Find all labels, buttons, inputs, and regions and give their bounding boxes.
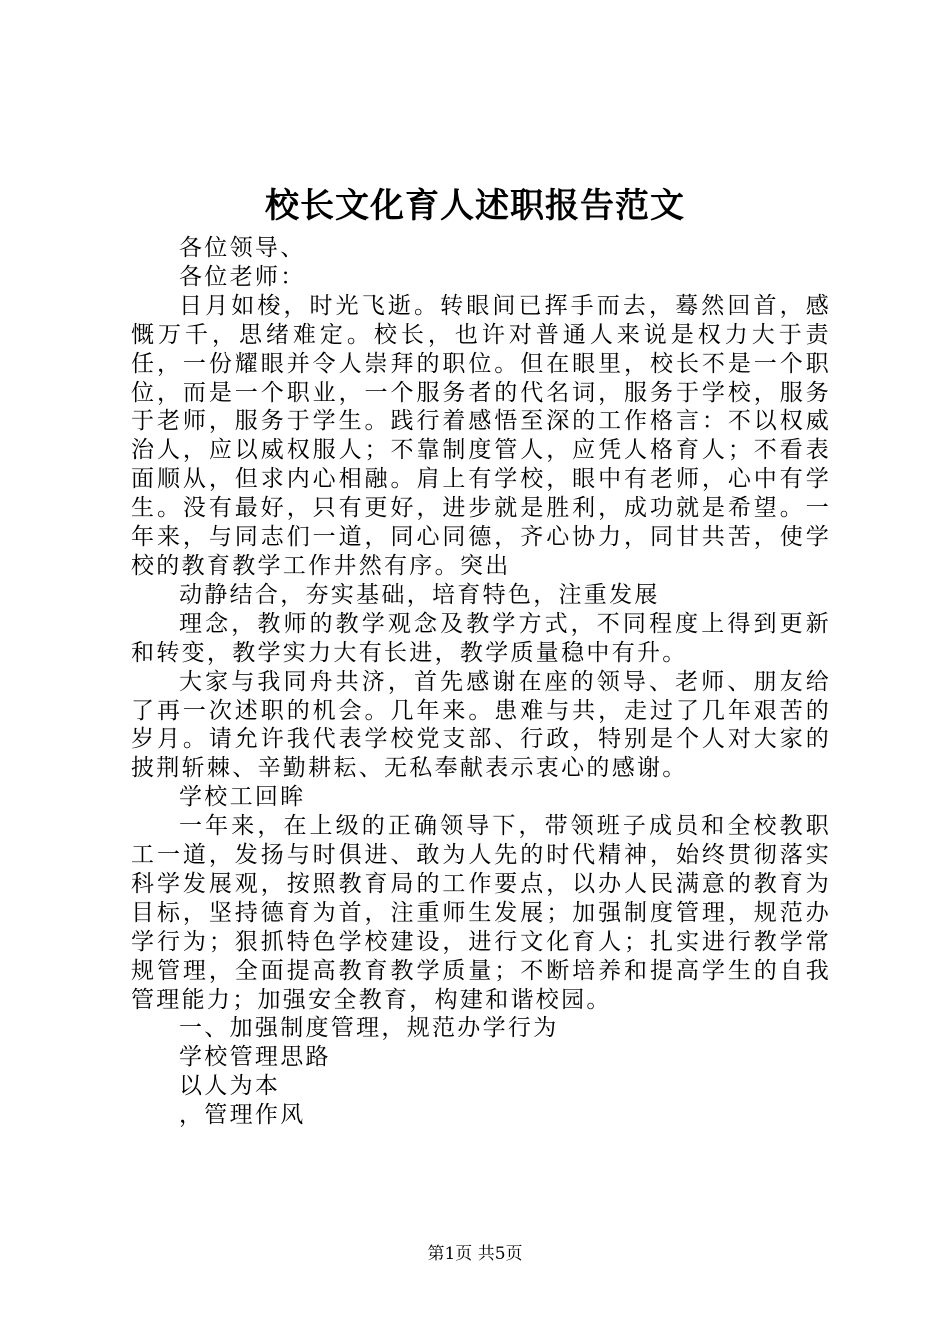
- salutation-teachers: 各位老师：: [179, 263, 306, 290]
- line-management-style: ，管理作风: [179, 1102, 306, 1129]
- paragraph-intro: 日月如梭，时光飞逝。转眼间已挥手而去，蓦然回首，感慨万千，思绪难定。校长，也许对普通人来说是权力大于责任，一份耀眼并令人崇拜的职位。但在眼里，校长不是一个职位，而是一个职业，一个服务者的代名词，服务于学校，服务于老师，服务于学生。践行着感悟至深的工作格言：不以权威治人，应以威权服人；不靠制度管人，应凭人格育人；不看表面顺从，但求内心相融。肩上有学校，眼中有老师，心中有学生。没有最好，只有更好，进步就是胜利，成功就是希望。一年来，与同志们一道，同心同德，齐心协力，同甘共苦，使学校的教育教学工作井然有序。突出: [131, 292, 831, 579]
- paragraph-concept: 理念，教师的教学观念及教学方式，不同程度上得到更新和转变，教学实力大有长进，教学质量稳中有升。: [131, 610, 831, 666]
- section-heading-management: 一、加强制度管理，规范办学行为: [179, 1015, 559, 1042]
- document-title: 校长文化育人述职报告范文: [265, 186, 685, 226]
- salutation-leaders: 各位领导、: [179, 235, 306, 261]
- paragraph-review: 一年来，在上级的正确领导下，带领班子成员和全校教职工一道，发扬与时俱进、敢为人先的时代精神，始终贯彻落实科学发展观，按照教育局的工作要点，以办人民满意的教育为目标，坚持德育为首，注重师生发展；加强制度管理，规范办学行为；狠抓特色学校建设，进行文化育人；扎实进行教学常规管理，全面提高教育教学质量；不断培养和提高学生的自我管理能力；加强安全教育，构建和谐校园。: [131, 813, 831, 1013]
- paragraph-thanks: 大家与我同舟共济，首先感谢在座的领导、老师、朋友给了再一次述职的机会。几年来。患难与共，走过了几年艰苦的岁月。请允许我代表学校党支部、行政，特别是个人对大家的披荆斩棘、辛勤耕耘、无私奉献表示衷心的感谢。: [131, 668, 831, 782]
- page-number-footer: 第1页 共5页: [427, 1244, 523, 1264]
- paragraph-highlight: 动静结合，夯实基础，培育特色，注重发展: [179, 581, 660, 608]
- section-heading-review: 学校工回眸: [179, 784, 306, 811]
- subheading-management-approach: 学校管理思路: [179, 1044, 331, 1071]
- line-people-oriented: 以人为本: [179, 1073, 281, 1100]
- document-body: [131, 234, 831, 1130]
